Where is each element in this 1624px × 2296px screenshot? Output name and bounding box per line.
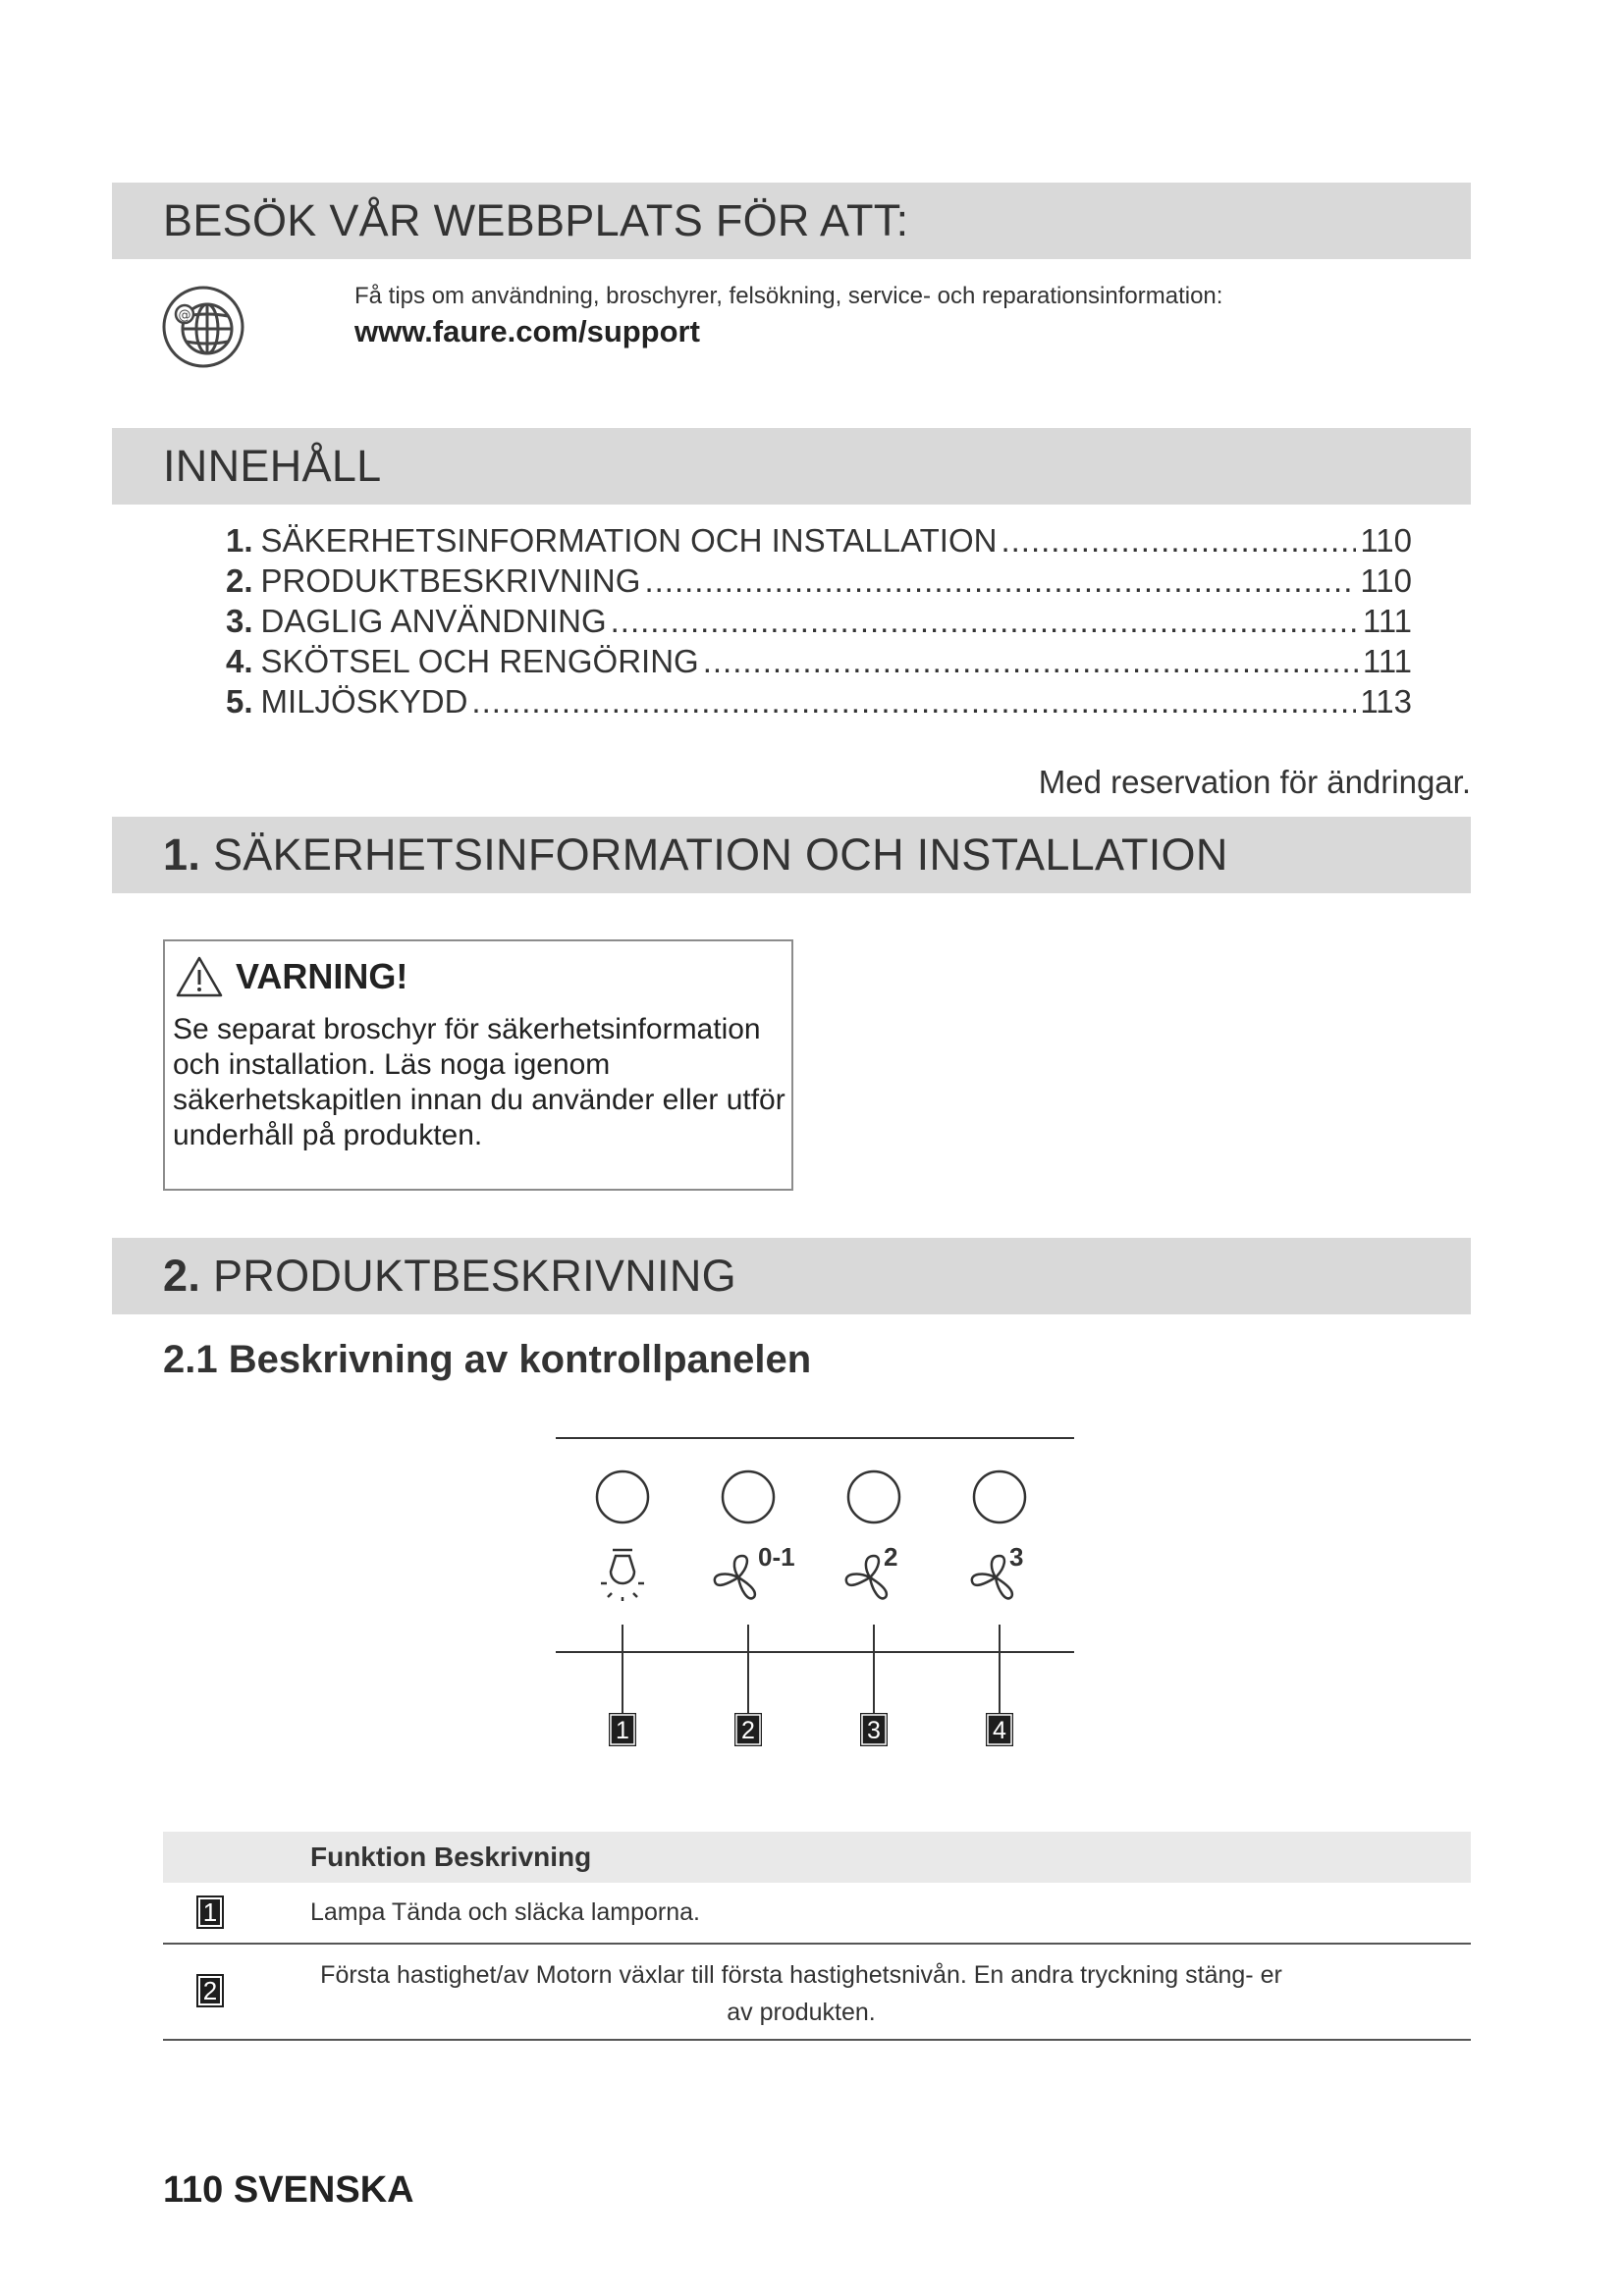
toc-leader-dots <box>471 683 1356 721</box>
visit-info-text: Få tips om användning, broschyrer, felsökning, service- och reparationsinformation: <box>354 283 1223 309</box>
callout-badge <box>609 1713 636 1746</box>
toc-item-page: 111 <box>1362 603 1412 639</box>
toc-item-number: 2. <box>226 562 253 599</box>
page-footer: 110 SVENSKA <box>163 2169 414 2211</box>
toc-item-page: 113 <box>1360 683 1412 720</box>
toc-item-title: SKÖTSEL OCH RENGÖRING <box>260 643 699 679</box>
fan-label: 3 <box>1009 1542 1024 1572</box>
toc-item-page: 110 <box>1360 562 1412 599</box>
warning-body: Se separat broschyr för säkerhetsinformation och installation. Läs noga igenom säkerhetskapitlen innan du använder eller utför underhåll på produkten. <box>173 1013 785 1151</box>
warning-icon <box>175 955 224 998</box>
toc-item-number: 3. <box>226 603 253 639</box>
callout-number: 3 <box>867 1717 881 1744</box>
fan-label: 0-1 <box>758 1542 795 1572</box>
toc-item[interactable] <box>226 643 1412 683</box>
visit-heading: BESÖK VÅR WEBBPLATS FÖR ATT: <box>163 195 909 245</box>
toc-item-number: 5. <box>226 683 253 720</box>
support-url[interactable]: www.faure.com/support <box>354 314 700 348</box>
contents-heading-band <box>112 428 1471 505</box>
row-description: Första hastighet/av Motorn växlar till första hastighetsnivån. En andra tryckning stäng- er av produkten. <box>320 1961 1282 2026</box>
section2-number: 2. <box>163 1251 201 1301</box>
callout-badge <box>734 1713 762 1746</box>
callout-number: 4 <box>993 1717 1006 1744</box>
toc-leader-dots <box>611 603 1359 640</box>
lamp-button[interactable] <box>597 1471 648 1522</box>
fan-icon <box>972 1556 1012 1598</box>
toc-item-number: 1. <box>226 522 253 559</box>
toc-item-title: SÄKERHETSINFORMATION OCH INSTALLATION <box>260 522 998 559</box>
toc-leader-dots <box>644 562 1356 600</box>
warning-title: VARNING! <box>236 956 408 996</box>
callout-badge <box>860 1713 888 1746</box>
section1-heading <box>163 829 1228 881</box>
toc-item-page: 111 <box>1362 643 1412 679</box>
section2-title: PRODUKTBESKRIVNING <box>212 1251 736 1301</box>
section1-heading-band <box>112 817 1471 893</box>
lamp-icon <box>601 1550 644 1601</box>
callout-badge <box>986 1713 1013 1746</box>
toc-item-title: MILJÖSKYDD <box>260 683 468 720</box>
toc-item-number: 4. <box>226 643 253 679</box>
fan-speed-2-button[interactable] <box>848 1471 899 1522</box>
globe-icon <box>161 285 245 369</box>
toc-item[interactable] <box>226 562 1412 603</box>
table-of-contents <box>226 522 1412 723</box>
row-number-badge: 1 <box>196 1896 224 1929</box>
contents-heading: INNEHÅLL <box>163 441 382 491</box>
callout-number: 2 <box>741 1717 755 1744</box>
callout-number: 1 <box>616 1717 629 1744</box>
toc-leader-dots <box>703 643 1359 680</box>
section1-number: 1. <box>163 829 201 880</box>
fan-speed-1-button[interactable] <box>723 1471 774 1522</box>
fan-label: 2 <box>884 1542 898 1572</box>
fan-icon <box>846 1556 887 1598</box>
toc-item[interactable] <box>226 522 1412 562</box>
section1-title: SÄKERHETSINFORMATION OCH INSTALLATION <box>212 829 1228 880</box>
row-description: Lampa Tända och släcka lamporna. <box>310 1898 700 1926</box>
reservation-note: Med reservation för ändringar. <box>1038 764 1471 800</box>
toc-item[interactable] <box>226 683 1412 723</box>
warning-header <box>175 955 407 998</box>
fan-speed-3-button[interactable] <box>974 1471 1025 1522</box>
toc-leader-dots <box>1001 522 1356 560</box>
table-row <box>163 1945 1471 2041</box>
control-panel-diagram <box>550 1428 1080 1752</box>
toc-item-title: DAGLIG ANVÄNDNING <box>260 603 607 639</box>
row-number-badge: 2 <box>196 1974 224 2007</box>
toc-item[interactable] <box>226 603 1412 643</box>
table-row <box>163 1883 1471 1945</box>
function-table-header <box>163 1832 1471 1883</box>
section2-heading <box>163 1251 736 1302</box>
warning-box <box>163 939 793 1191</box>
control-panel-subheading: 2.1 Beskrivning av kontrollpanelen <box>163 1338 812 1381</box>
toc-item-page: 110 <box>1360 522 1412 559</box>
section2-heading-band <box>112 1238 1471 1314</box>
visit-heading-band <box>112 183 1471 259</box>
svg-text:@: @ <box>178 308 191 323</box>
fan-icon <box>715 1556 755 1598</box>
function-table-header-label: Funktion Beskrivning <box>310 1842 592 1872</box>
function-table <box>163 1832 1471 2041</box>
toc-item-title: PRODUKTBESKRIVNING <box>260 562 641 599</box>
